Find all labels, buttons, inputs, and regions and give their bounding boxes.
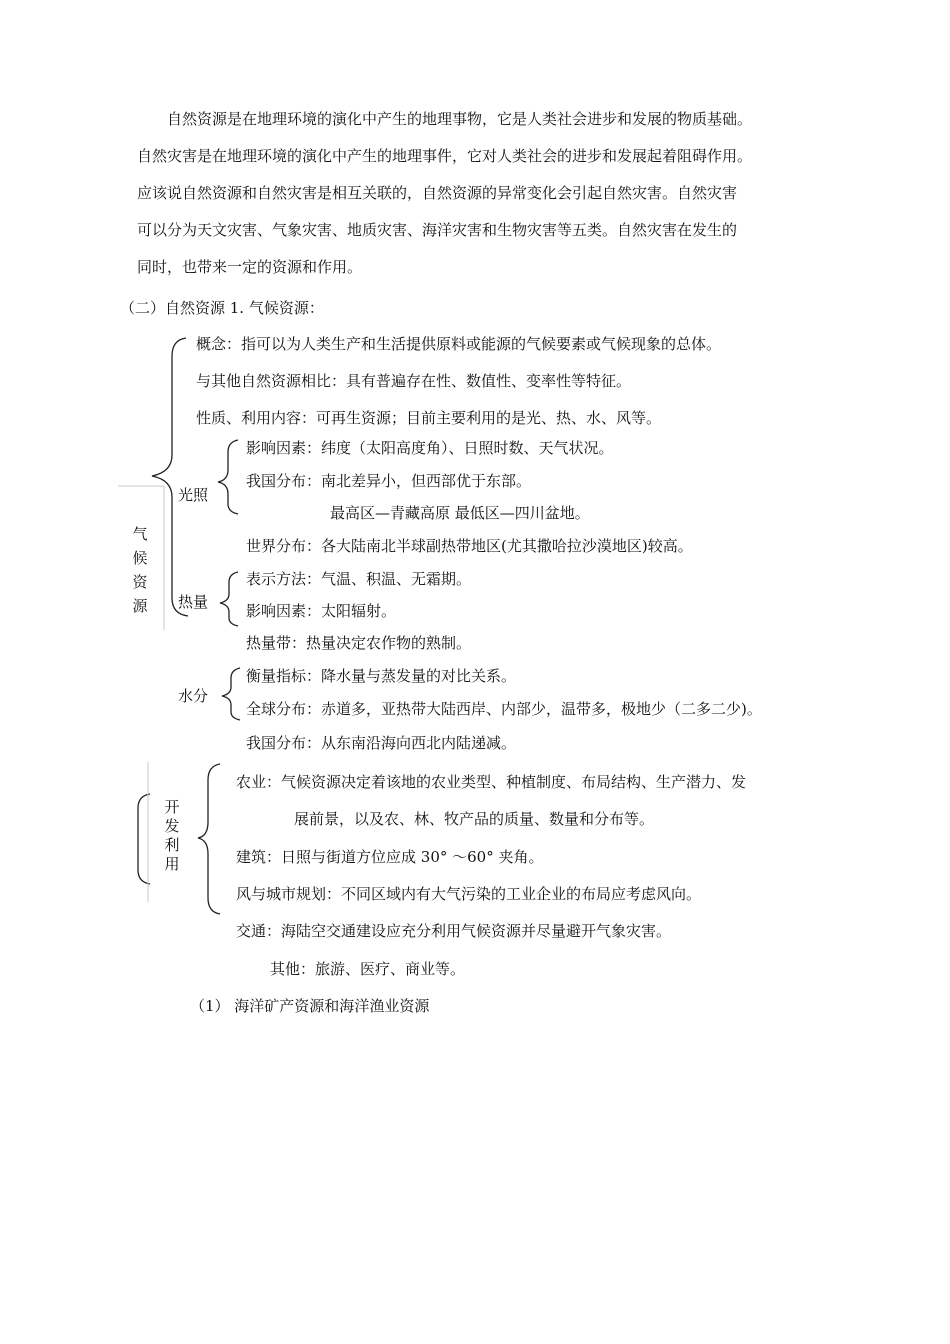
others-line: 其他：旅游、医疗、商业等。 [270,960,466,978]
light-china-distribution: 我国分布：南北差异小，但西部优于东部。 [246,472,532,490]
heat-brace [220,572,238,626]
light-world-distribution: 世界分布：各大陆南北半球副热带地区(尤其撒哈拉沙漠地区)较高。 [246,537,693,555]
section-heading: （二）自然资源 1. 气候资源： [120,299,324,317]
building-line: 建筑：日照与街道方位应成 30° ～60° 夹角。 [236,848,544,866]
light-label: 光照 [178,486,209,504]
heat-belt: 热量带：热量决定农作物的熟制。 [246,634,472,652]
label-char: 源 [132,597,148,615]
water-china-distribution: 我国分布：从东南沿海向西北内陆递减。 [246,734,517,752]
development-brace [198,764,220,914]
nature-line: 性质、利用内容：可再生资源；目前主要利用的是光、热、水、风等。 [196,409,662,427]
water-label: 水分 [178,687,209,705]
heat-method: 表示方法：气温、积温、无霜期。 [246,570,472,588]
light-factors: 影响因素：纬度（太阳高度角）、日照时数、天气状况。 [246,439,614,457]
agriculture-line-2: 展前景，以及农、林、牧产品的质量、数量和分布等。 [294,810,655,828]
intro-line: 自然资源是在地理环境的演化中产生的地理事物，它是人类社会进步和发展的物质基础。 [137,110,753,128]
water-brace [222,668,240,720]
label-char: 气 [132,525,148,543]
intro-line: 可以分为天文灾害、气象灾害、地质灾害、海洋灾害和生物灾害等五类。自然灾害在发生的 [137,221,738,239]
label-char: 开 [164,798,180,816]
label-char: 候 [132,549,148,567]
comparison-line: 与其他自然资源相比：具有普遍存在性、数值性、变率性等特征。 [196,372,632,390]
wind-planning-line: 风与城市规划：不同区域内有大气污染的工业企业的布局应考虑风向。 [236,885,702,903]
water-index: 衡量指标：降水量与蒸发量的对比关系。 [246,667,517,685]
concept-line: 概念：指可以为人类生产和生活提供原料或能源的气候要素或气候现象的总体。 [196,335,722,353]
light-brace [218,440,238,514]
light-china-extremes: 最高区—青藏高原 最低区—四川盆地。 [330,504,590,522]
label-char: 利 [164,836,180,854]
intro-line: 同时，也带来一定的资源和作用。 [137,258,363,276]
label-char: 用 [164,855,180,873]
intro-line: 自然灾害是在地理环境的演化中产生的地理事件，它对人类社会的进步和发展起着阻碍作用。 [137,147,753,165]
subheading-marine: （1） 海洋矿产资源和海洋渔业资源 [190,997,430,1015]
intro-line: 应该说自然资源和自然灾害是相互关联的，自然资源的异常变化会引起自然灾害。自然灾害 [137,184,738,202]
traffic-line: 交通：海陆空交通建设应充分利用气候资源并尽量避开气象灾害。 [236,922,672,940]
climate-resource-label [130,522,150,618]
development-label [162,798,182,874]
water-global-distribution: 全球分布：赤道多，亚热带大陆西岸、内部少，温带多，极地少（二多二少)。 [246,700,762,718]
heat-label: 热量 [178,593,209,611]
label-char: 资 [132,573,148,591]
label-char: 发 [164,817,180,835]
heat-factors: 影响因素：太阳辐射。 [246,602,397,620]
main-brace [152,338,188,616]
agriculture-line-1: 农业：气候资源决定着该地的农业类型、种植制度、布局结构、生产潜力、发 [236,773,747,791]
